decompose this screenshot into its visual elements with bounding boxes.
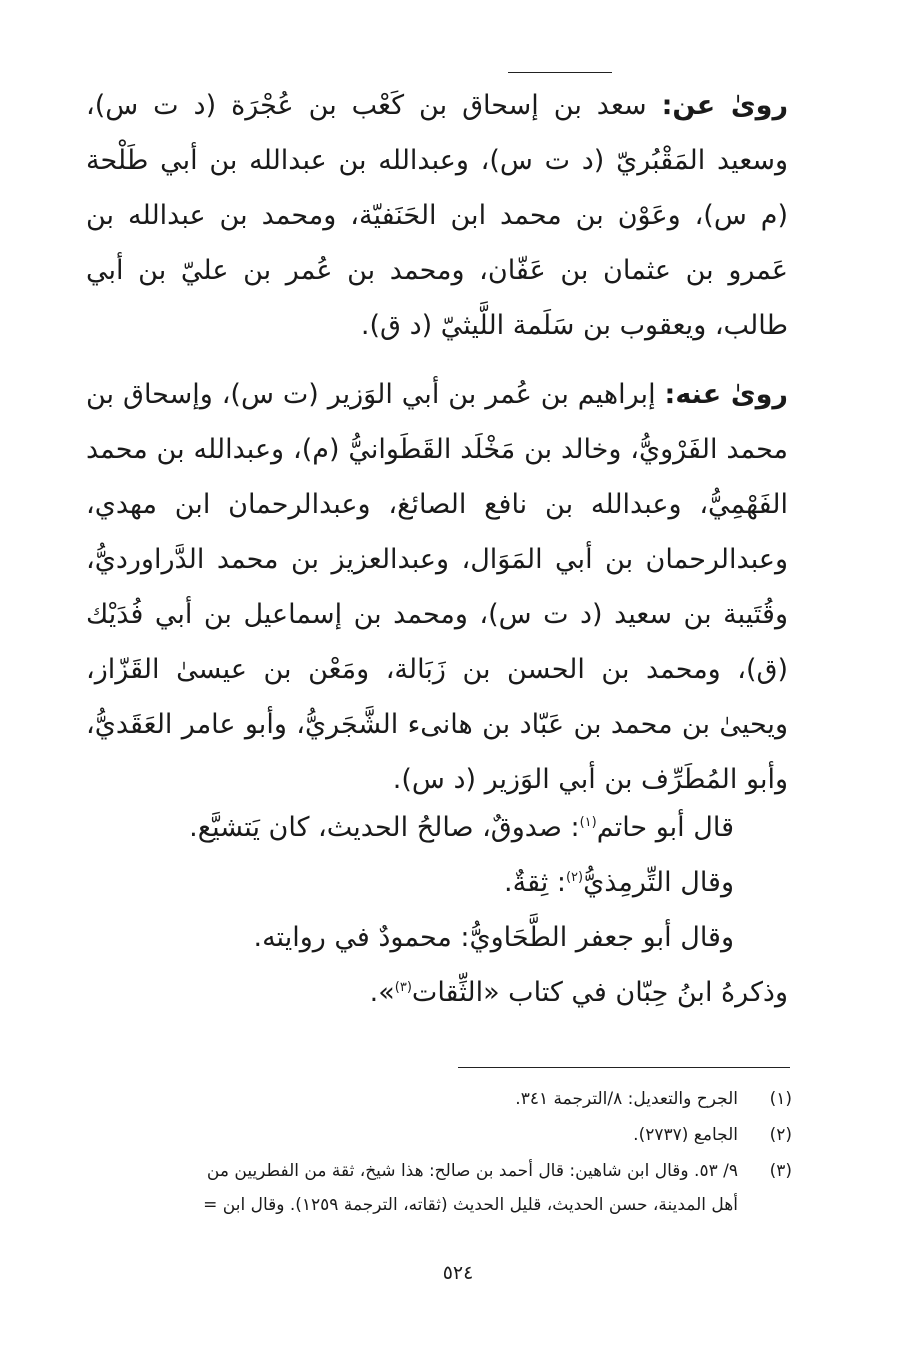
footnote-2 — [84, 1118, 792, 1152]
saying-text: ». — [369, 977, 395, 1008]
footnote-text: الجامع (٢٧٣٧). — [633, 1125, 738, 1145]
footnote-text: الجرح والتعديل: ٨/الترجمة ٣٤١. — [515, 1089, 738, 1109]
footnote-ref[interactable]: (٢) — [565, 870, 584, 885]
footnotes — [84, 1082, 792, 1224]
saying-abu-hatim — [100, 800, 788, 855]
footnote-number: (١) — [769, 1089, 792, 1109]
saying-text: وقال التِّرمِذيُّ — [583, 867, 734, 898]
label-narrated-from: روىٰ عن: — [661, 90, 788, 121]
header-rule — [508, 72, 612, 73]
saying-tahawi — [100, 910, 788, 965]
saying-text: : صدوقٌ، صالحُ الحديث، كان يَتشيَّع. — [189, 812, 580, 843]
footnote-ref[interactable]: (٣) — [394, 980, 412, 995]
text-narrated-by: إبراهيم بن عُمر بن أبي الوَزير (ت س)، وإسحاق بن محمد الفَرْويُّ، وخالد بن مَخْلَد القَطَوانيُّ (م)، وعبدالله بن محمد الفَهْمِيُّ، وعبدالله بن نافع الصائغ، وعبدالرحمان ابن مهدي، وعبدالرحمان بن أبي المَوَال، وعبدالعزيز بن محمد الدَّراورديُّ، وقُتَيبة بن سعيد (د ت س)، ومحمد بن إسماعيل بن أبي فُدَيْك (ق)، ومحمد بن الحسن بن زَبَالة، ومَعْن بن عيسىٰ القَزّاز، ويحيىٰ بن محمد بن عَبّاد بن هانىء الشَّجَريُّ، وأبو عامر العَقَديُّ، وأبو المُطَرِّف بن أبي الوَزير (د س). — [86, 379, 788, 795]
text-narrated-from: سعد بن إسحاق بن كَعْب بن عُجْرَة (د ت س)، وسعيد المَقْبُريّ (د ت س)، وعبدالله بن عبدالله بن أبي طَلْحة (م س)، وعَوْن بن محمد ابن الحَنَفيّة، ومحمد بن عبدالله بن عَمرو بن عثمان بن عَفّان، ومحمد بن عُمر بن عليّ بن أبي طالب، ويعقوب بن سَلَمة اللَّيثيّ (د ق). — [86, 90, 788, 341]
footnote-continuation: أهل المدينة، حسن الحديث، قليل الحديث (ثقاته، الترجمة ١٢٥٩). وقال ابن = — [203, 1195, 738, 1215]
footnote-number: (٢) — [769, 1125, 792, 1145]
paragraph-narrated-by — [86, 367, 788, 807]
saying-text: وقال أبو جعفر الطَّحَاويُّ: محمودٌ في روايته. — [253, 922, 734, 953]
paragraph-narrated-from — [86, 78, 788, 353]
footnote-separator — [458, 1067, 790, 1068]
footnote-1 — [84, 1082, 792, 1116]
footnote-number: (٣) — [769, 1161, 792, 1181]
page-number: ٥٢٤ — [442, 1262, 474, 1284]
saying-text: قال أبو حاتم — [596, 812, 734, 843]
main-text-block — [86, 78, 788, 807]
saying-tirmidhi — [100, 855, 788, 910]
scholar-sayings — [100, 800, 788, 1020]
footnote-text: ٩/ ٥٣. وقال ابن شاهين: قال أحمد بن صالح: هذا شيخ، ثقة من الفطريين من — [206, 1161, 738, 1181]
saying-ibn-hibban — [100, 965, 788, 1020]
footnote-3 — [84, 1154, 792, 1222]
saying-text: وذكرهُ ابنُ حِبّان في كتاب «الثِّقات — [411, 977, 788, 1008]
label-narrated-by: روىٰ عنه: — [664, 379, 788, 410]
footnote-ref[interactable]: (١) — [579, 815, 597, 830]
saying-text: : ثِقةٌ. — [504, 867, 566, 898]
